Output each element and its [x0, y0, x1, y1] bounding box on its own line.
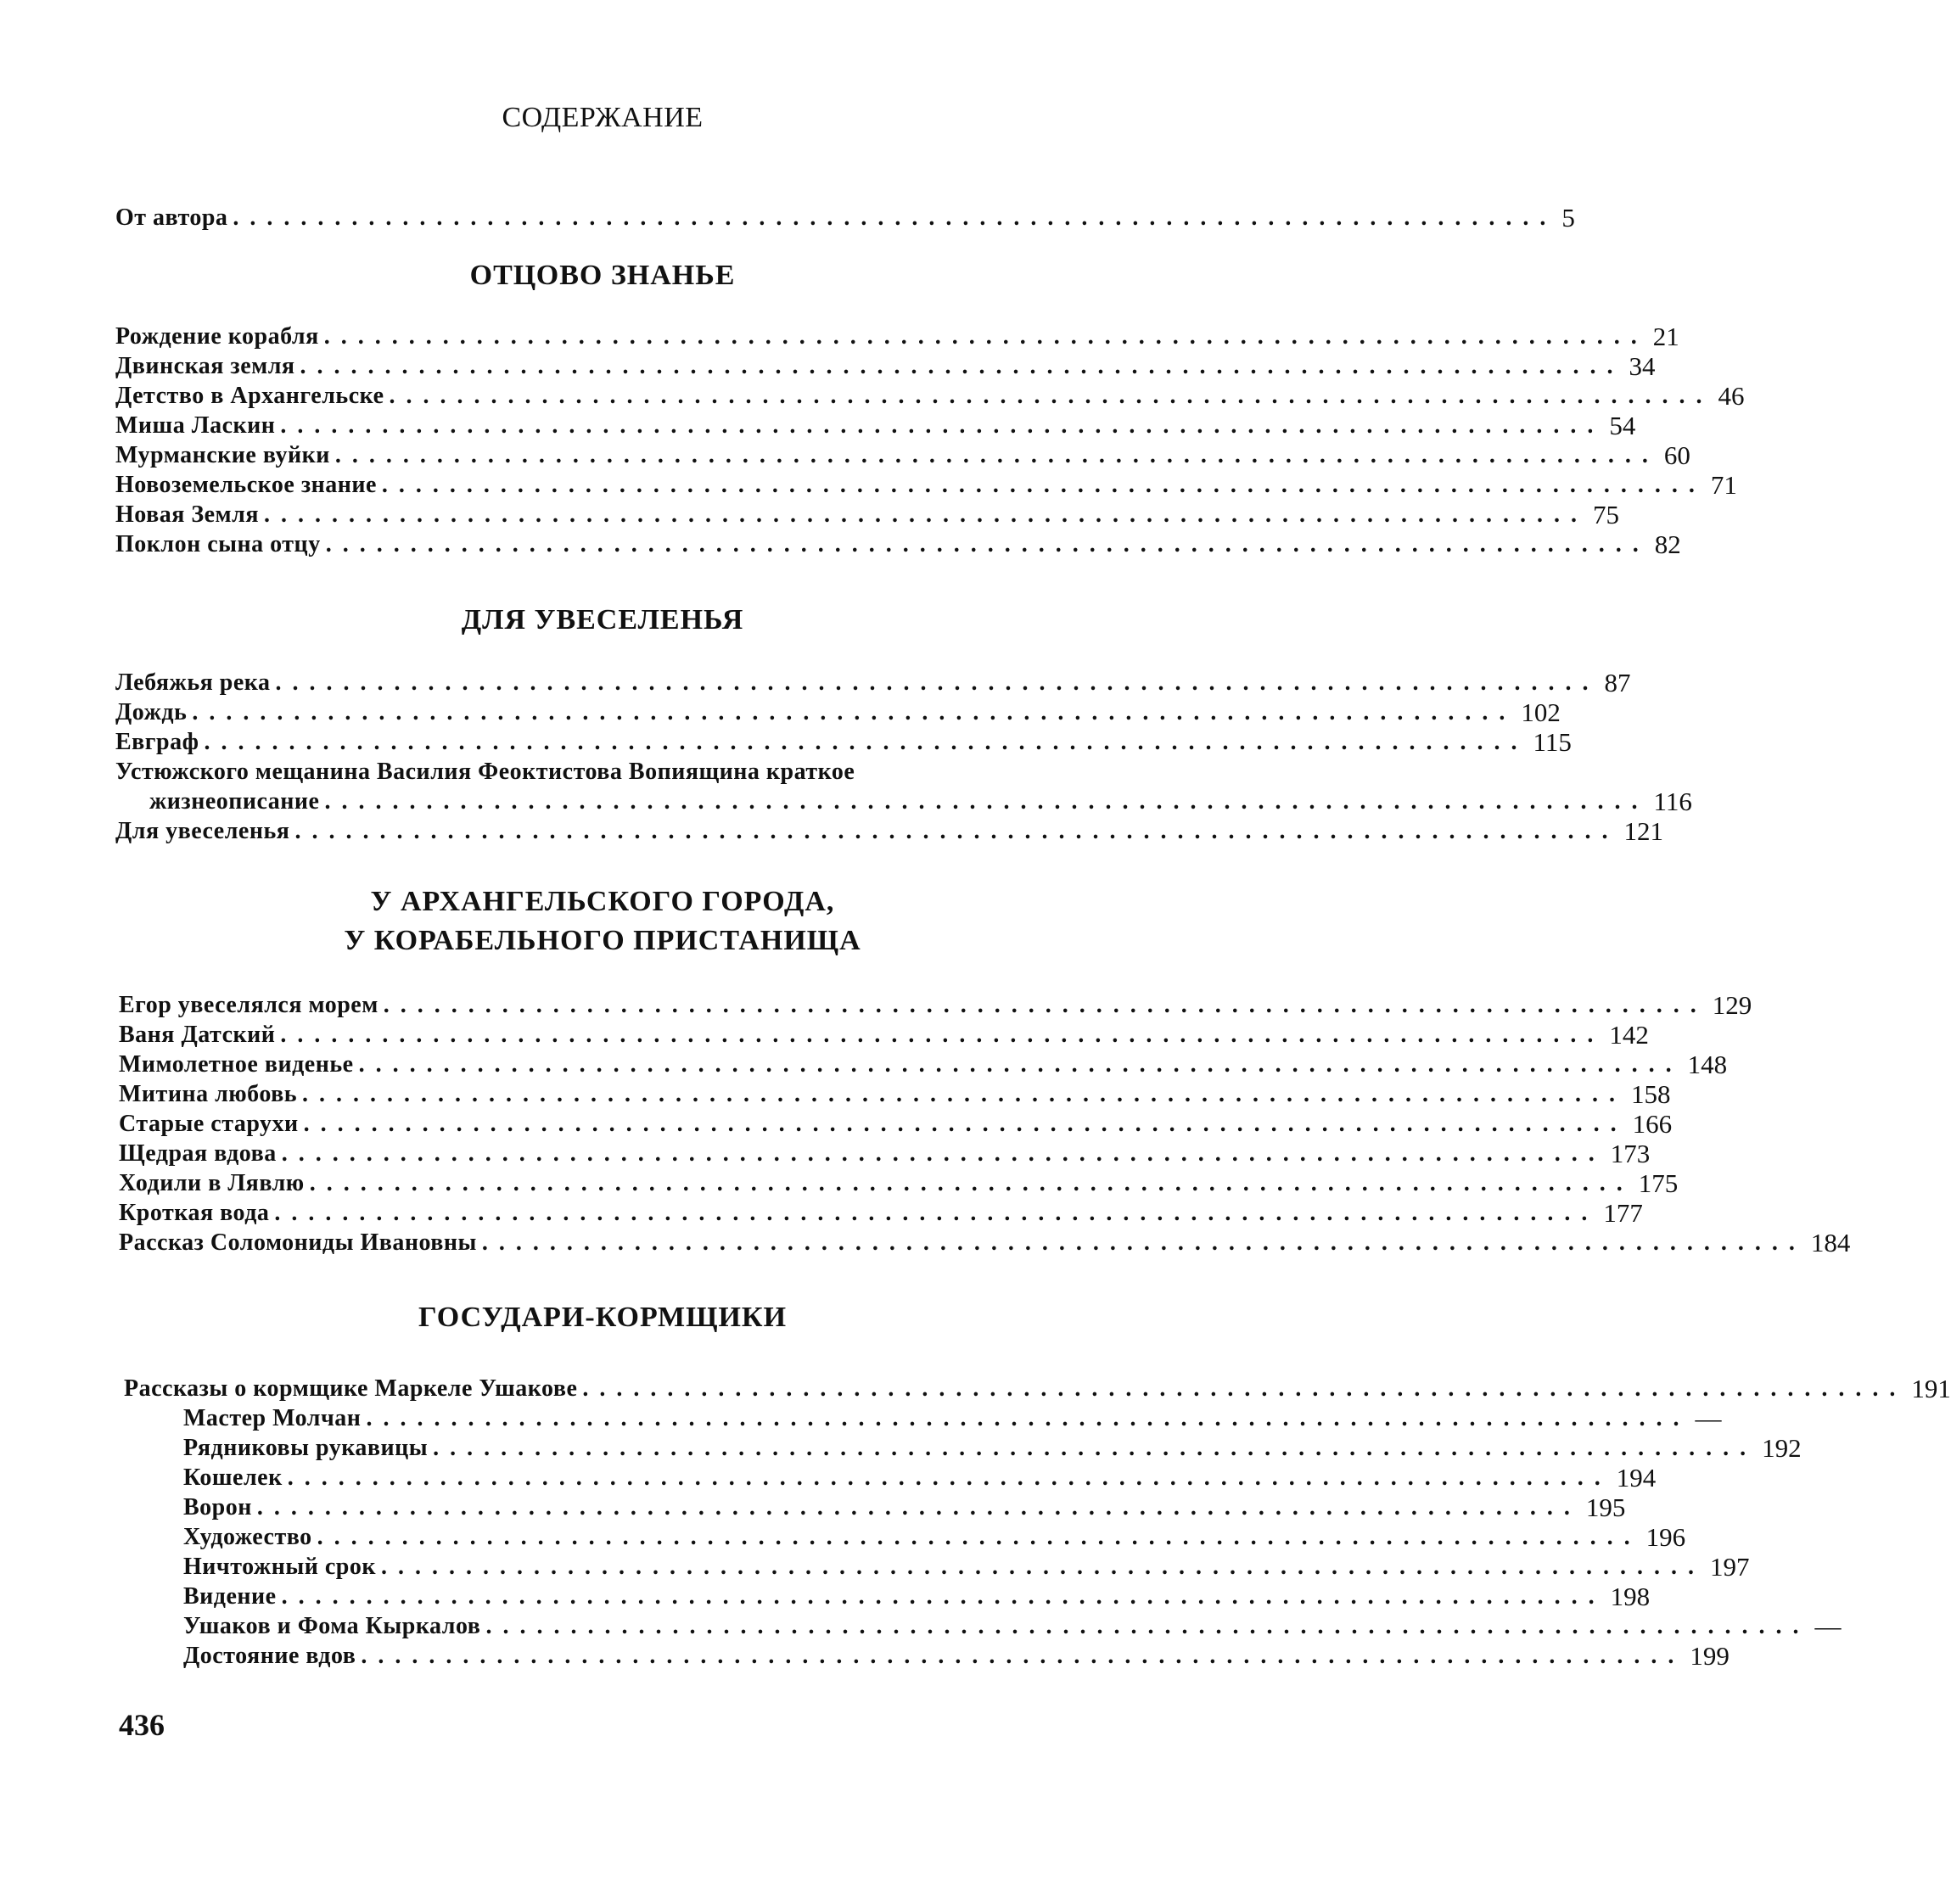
entry-page: 194	[1616, 1463, 1657, 1492]
entry-title: Щедрая вдова	[119, 1140, 277, 1167]
dot-leader: ..............................................................................	[334, 442, 1659, 468]
page-title-text: СОДЕРЖАНИЕ	[502, 102, 704, 133]
section-heading	[0, 882, 1205, 960]
dot-leader: ..............................................................................	[325, 531, 1650, 557]
entry-title: Двинская земля	[115, 353, 295, 379]
dot-leader: ..............................................................................	[380, 1554, 1705, 1580]
entry-title: Мурманские вуйки	[115, 442, 330, 468]
entry-title: Миша Ласкин	[115, 412, 276, 439]
toc-entry[interactable]	[119, 990, 1752, 1020]
entry-title: Мастер Молчан	[183, 1405, 362, 1431]
page-number: 436	[119, 1708, 165, 1742]
dot-leader: ..............................................................................	[324, 788, 1649, 815]
section-heading-line: У КОРАБЕЛЬНОГО ПРИСТАНИЩА	[344, 925, 861, 956]
entry-page: 195	[1585, 1492, 1626, 1522]
page-title	[0, 98, 1205, 137]
dot-leader: ..............................................................................	[309, 1170, 1634, 1196]
entry-page: 71	[1710, 470, 1737, 500]
dot-leader: ..............................................................................	[264, 501, 1588, 528]
entry-title: Ваня Датский	[119, 1022, 276, 1048]
dot-leader: ..............................................................................	[361, 1643, 1685, 1669]
dot-leader: ..............................................................................	[256, 1494, 1581, 1520]
dot-leader: ..............................................................................	[281, 1583, 1606, 1610]
entry-title: От автора	[115, 204, 228, 231]
entry-title: Для увеселенья	[115, 818, 290, 844]
entry-title: Рассказ Соломониды Ивановны	[119, 1229, 477, 1256]
dot-leader: ..............................................................................	[287, 1464, 1612, 1491]
dot-leader: ..............................................................................	[317, 1524, 1641, 1550]
entry-title: Детство в Архангельске	[115, 383, 384, 409]
dot-leader: ..............................................................................	[233, 204, 1557, 231]
entry-page: 21	[1652, 322, 1679, 351]
dot-leader: ..............................................................................	[274, 1200, 1599, 1226]
toc-entry[interactable]	[115, 470, 1737, 500]
entry-page: 175	[1638, 1168, 1679, 1198]
toc-entry[interactable]	[115, 381, 1745, 411]
entry-title: Евграф	[115, 729, 199, 755]
entry-page: 54	[1609, 411, 1636, 440]
entry-title: Дождь	[115, 699, 188, 725]
toc-subentry[interactable]	[183, 1582, 1651, 1611]
entry-page: 192	[1762, 1433, 1802, 1463]
toc-subentry[interactable]	[183, 1641, 1730, 1671]
toc-entry[interactable]	[119, 1109, 1673, 1139]
dot-leader: ..............................................................................	[358, 1051, 1683, 1078]
entry-title: Новоземельское знание	[115, 472, 377, 498]
toc-subentry[interactable]	[183, 1433, 1802, 1463]
entry-title: Рассказы о кормщике Маркеле Ушакове	[124, 1375, 578, 1402]
entry-title: Ничтожный срок	[183, 1554, 376, 1580]
dot-leader: ..............................................................................	[381, 472, 1706, 498]
toc-entry[interactable]	[115, 440, 1690, 470]
entry-title: Кроткая вода	[119, 1200, 270, 1226]
entry-page: 166	[1632, 1109, 1673, 1139]
entry-title: Старые старухи	[119, 1111, 299, 1137]
toc-entry[interactable]	[115, 322, 1679, 351]
section-heading	[0, 256, 1205, 295]
section-heading-line: ГОСУДАРИ-КОРМЩИКИ	[418, 1302, 788, 1333]
entry-page: 102	[1521, 697, 1561, 727]
dot-leader: ..............................................................................	[323, 323, 1648, 350]
entry-page: 177	[1603, 1198, 1643, 1228]
dot-leader: ..............................................................................	[383, 992, 1707, 1018]
entry-page: 129	[1712, 990, 1752, 1020]
entry-page: —	[1695, 1403, 1722, 1433]
entry-title: Рождение корабля	[115, 323, 319, 350]
entry-title: Митина любовь	[119, 1081, 298, 1107]
toc-entry[interactable]	[115, 529, 1681, 559]
dot-leader: ..............................................................................	[281, 1140, 1606, 1167]
toc-entry[interactable]	[124, 1374, 1951, 1403]
entry-page: 121	[1623, 816, 1663, 846]
entry-page: 75	[1593, 500, 1619, 529]
dot-leader: ..............................................................................	[302, 1081, 1627, 1107]
toc-subentry[interactable]	[183, 1463, 1657, 1492]
dot-leader: ..............................................................................	[204, 729, 1528, 755]
entry-title: Ушаков и Фома Кыркалов	[183, 1613, 481, 1639]
entry-page: 148	[1687, 1050, 1728, 1079]
entry-title: Ворон	[183, 1494, 252, 1520]
section-heading	[0, 1298, 1205, 1337]
section-heading	[0, 601, 1205, 640]
toc-entry[interactable]	[115, 668, 1631, 697]
entry-title: Кошелек	[183, 1464, 283, 1491]
entry-title: Новая Земля	[115, 501, 259, 528]
dot-leader: ..............................................................................	[192, 699, 1517, 725]
dot-leader: ..............................................................................	[433, 1435, 1758, 1461]
toc-entry-continuation[interactable]	[149, 787, 1692, 816]
entry-title: Видение	[183, 1583, 277, 1610]
toc-entry[interactable]	[115, 816, 1663, 846]
entry-title: Достояние вдов	[183, 1643, 356, 1669]
entry-page: 34	[1629, 351, 1656, 381]
entry-title: Егор увеселялся морем	[119, 992, 378, 1018]
dot-leader: ..............................................................................	[300, 353, 1624, 379]
section-heading-line: ОТЦОВО ЗНАНЬЕ	[469, 260, 736, 291]
entry-page: 197	[1709, 1552, 1750, 1582]
dot-leader: ..............................................................................	[280, 1022, 1605, 1048]
entry-page: 5	[1561, 203, 1575, 232]
toc-entry[interactable]	[119, 1228, 1851, 1257]
toc-entry[interactable]	[115, 351, 1656, 381]
entry-page: 142	[1609, 1020, 1649, 1050]
toc-entry[interactable]	[115, 411, 1636, 440]
entry-page: 199	[1690, 1641, 1730, 1671]
toc-subentry[interactable]	[183, 1403, 1722, 1433]
entry-title: Ходили в Лявлю	[119, 1170, 305, 1196]
toc-entry-intro[interactable]	[115, 203, 1575, 232]
entry-page: 184	[1810, 1228, 1851, 1257]
entry-page: 82	[1654, 529, 1681, 559]
toc-entry[interactable]	[119, 1020, 1649, 1050]
entry-page: 115	[1533, 727, 1572, 757]
toc-subentry[interactable]	[183, 1522, 1686, 1552]
entry-page: 60	[1663, 440, 1690, 470]
dot-leader: ..............................................................................	[481, 1229, 1806, 1256]
entry-page: 158	[1631, 1079, 1671, 1109]
section-heading-line: У АРХАНГЕЛЬСКОГО ГОРОДА,	[370, 886, 835, 917]
toc-subentry[interactable]	[183, 1552, 1750, 1582]
entry-page: 116	[1653, 787, 1692, 816]
entry-page: 196	[1645, 1522, 1686, 1552]
entry-page: 198	[1610, 1582, 1651, 1611]
toc-entry[interactable]	[119, 1079, 1671, 1109]
entry-page: —	[1814, 1611, 1842, 1641]
section-heading-line: ДЛЯ УВЕСЕЛЕНЬЯ	[461, 604, 744, 636]
toc-subentry[interactable]	[183, 1492, 1626, 1522]
toc-subentry[interactable]	[183, 1611, 1842, 1641]
entry-title-continuation: жизнеописание	[149, 788, 320, 815]
dot-leader: ..............................................................................	[303, 1111, 1628, 1137]
toc-entry[interactable]	[115, 727, 1572, 757]
entry-page: 191	[1911, 1374, 1951, 1403]
toc-entry[interactable]	[119, 1139, 1651, 1168]
entry-page: 173	[1610, 1139, 1651, 1168]
toc-entry[interactable]	[119, 1050, 1728, 1079]
dot-leader: ..............................................................................	[275, 669, 1600, 696]
dot-leader: ..............................................................................	[485, 1613, 1810, 1639]
toc-entry[interactable]	[119, 1198, 1643, 1228]
entry-title: Художество	[183, 1524, 312, 1550]
dot-leader: ..............................................................................	[389, 383, 1713, 409]
dot-leader: ..............................................................................	[366, 1405, 1690, 1431]
toc-entry-title-wrapped[interactable]: Устюжского мещанина Василия Феоктистова Вопиящина краткое	[115, 759, 855, 785]
entry-title: Лебяжья река	[115, 669, 271, 696]
dot-leader: ..............................................................................	[294, 818, 1619, 844]
entry-title: Поклон сына отцу	[115, 531, 321, 557]
entry-page: 46	[1718, 381, 1745, 411]
entry-title: Рядниковы рукавицы	[183, 1435, 429, 1461]
dot-leader: ..............................................................................	[582, 1375, 1907, 1402]
toc-entry[interactable]	[119, 1168, 1679, 1198]
dot-leader: ..............................................................................	[280, 412, 1605, 439]
entry-title: Мимолетное виденье	[119, 1051, 354, 1078]
toc-entry[interactable]	[115, 697, 1561, 727]
toc-entry[interactable]	[115, 500, 1619, 529]
entry-page: 87	[1604, 668, 1631, 697]
